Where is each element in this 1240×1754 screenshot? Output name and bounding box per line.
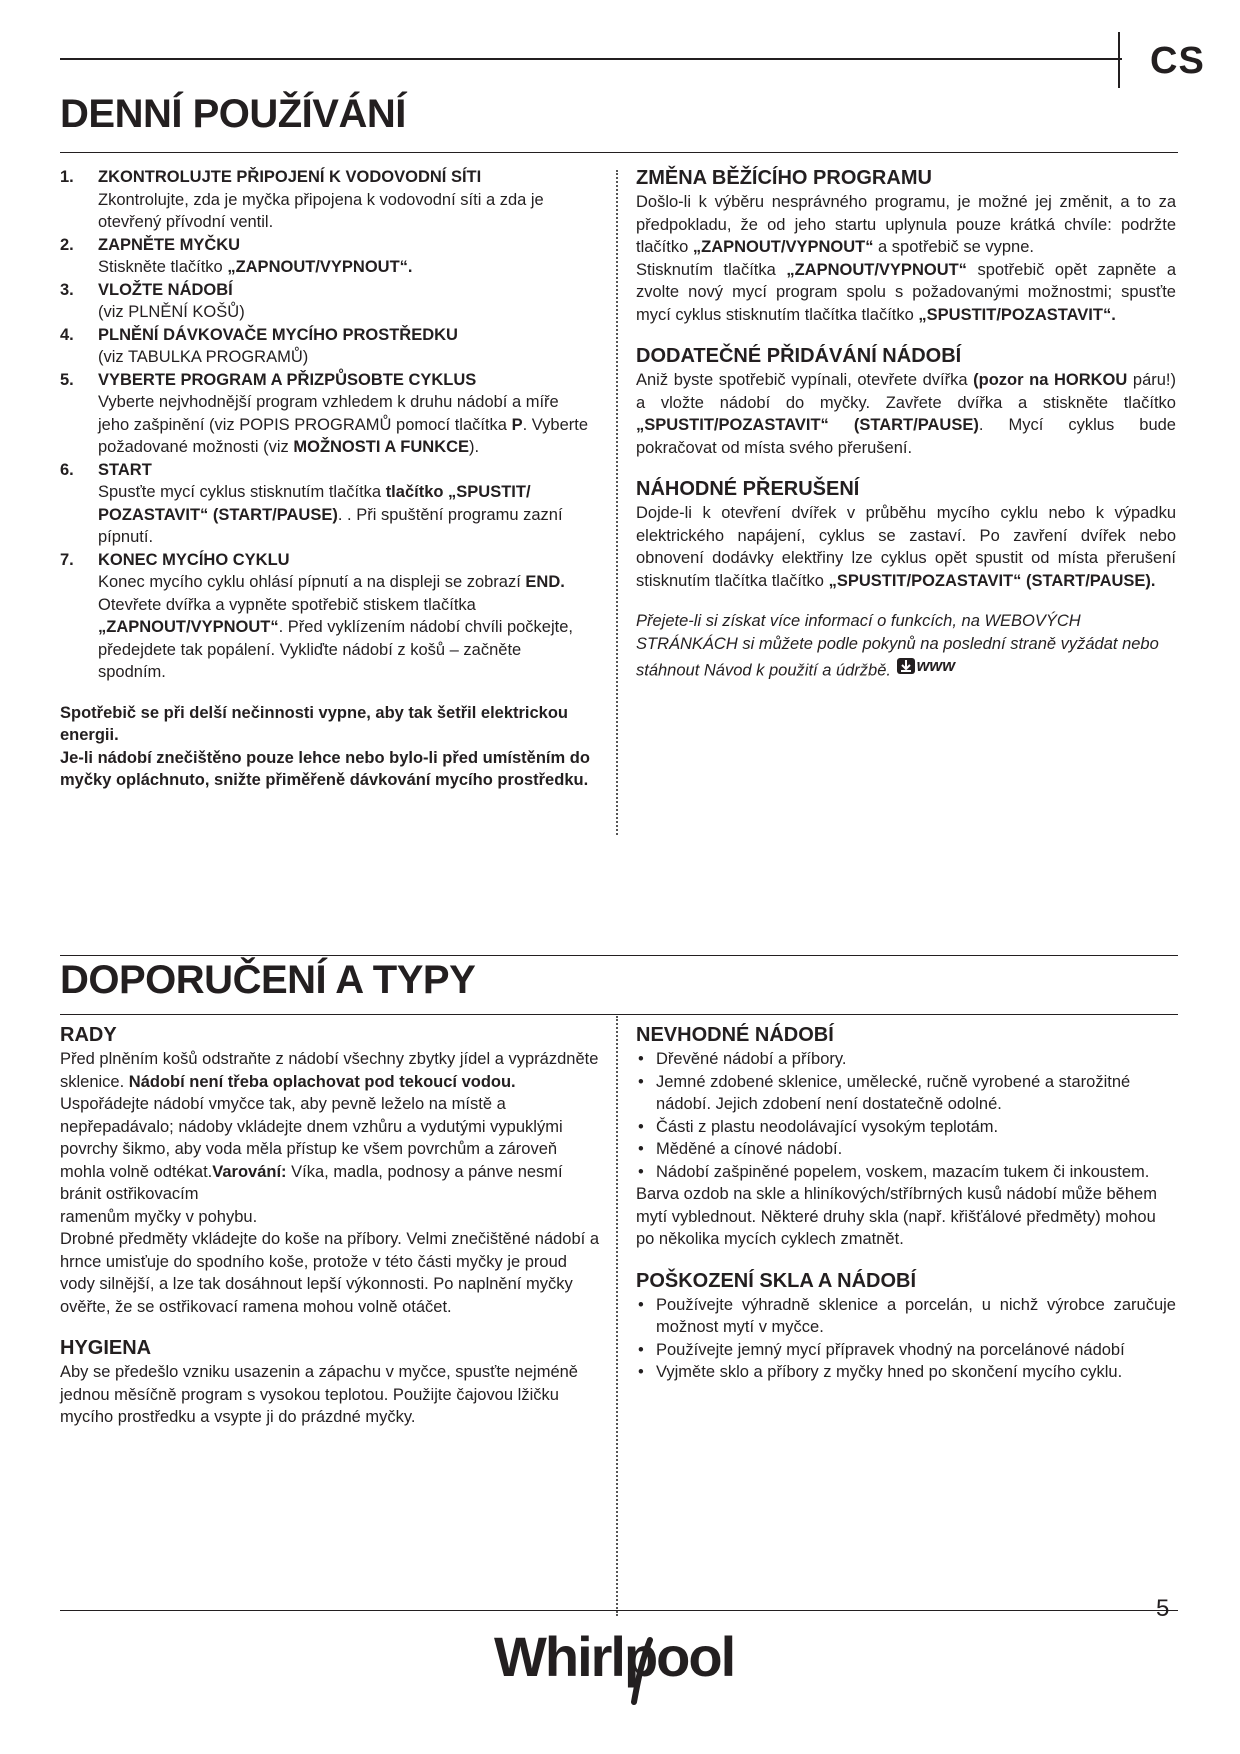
tips-right-column <box>636 1023 1176 1384</box>
top-rule <box>60 58 1122 60</box>
change-program-p2: Stisknutím tlačítka „ZAPNOUT/VYPNOUT“ spotřebič opět zapněte a zvolte nový mycí program spolu s požadovanými možnostmi; spusťte mycí cyklus stisknutím tlačítka tlačítko „SPUSTIT/POZASTAVIT“. <box>636 260 1176 324</box>
unsuitable-item: • Dřevěné nádobí a příbory. <box>638 1050 847 1068</box>
column-divider-2 <box>616 1016 618 1616</box>
web-info-note: Přejete-li si získat více informací o funkcích, na WEBOVÝCH STRÁNKÁCH si můžete podle pokynů na poslední straně vyžádat nebo stáhnout Návod k použití a údržbě. www <box>636 612 1159 680</box>
note-energy: Spotřebič se při delší nečinnosti vypne, aby tak šetřil elektrickou energii. <box>60 703 569 744</box>
column-divider <box>616 170 618 835</box>
step-6: 6. START Spusťte mycí cyklus stisknutím tlačítka tlačítko „SPUSTIT/ POZASTAVIT“ (START/PAUSE). . Při spuštění programu zazní pípnutí. <box>60 460 563 546</box>
damage-heading: POŠKOZENÍ SKLA A NÁDOBÍ <box>636 1269 917 1292</box>
damage-item: • Používejte jemný mycí přípravek vhodný na porcelánové nádobí <box>638 1340 1125 1359</box>
whirlpool-logo <box>492 1620 762 1710</box>
damage-item: • Vyjměte sklo a příbory z myčky hned po skončení mycího cyklu. <box>638 1363 1123 1381</box>
unsuitable-item: • Části z plastu neodolávající vysokým teplotám. <box>638 1117 999 1136</box>
unsuitable-item: • Nádobí zašpiněné popelem, voskem, mazacím tukem či inkoustem. <box>638 1162 1150 1181</box>
unsuitable-item: • Jemné zdobené sklenice, umělecké, ručně vyrobené a starožitné nádobí. Jejich zdobení není dostatečně odolné. <box>638 1072 1131 1113</box>
note-dosage: Je-li nádobí znečištěno pouze lehce nebo bylo-li před umístěním do myčky opláchnuto, snižte přiměřeně dávkování mycího prostředku. <box>60 748 590 789</box>
tips-p2-end: ramenům myčky v pohybu. <box>60 1207 258 1226</box>
tips-p1: Před plněním košů odstraňte z nádobí všechny zbytky jídel a vyprázdněte sklenice. Nádobí není třeba oplachovat pod tekoucí vodou. <box>60 1050 599 1091</box>
unsuitable-after: Barva ozdob na skle a hliníkových/stříbrných kusů nádobí může během mytí vyblednout. Některé druhy skla (např. křišťálové předměty) mohou po několika mycích cyklech zmatnět. <box>636 1185 1157 1248</box>
step-5: 5. VYBERTE PROGRAM A PŘIZPŮSOBTE CYKLUS Vyberte nejvhodnější program vzhledem k druhu nádobí a míře jeho zašpinění (viz POPIS PROGRAMŮ pomocí tlačítka P. Vyberte požadované možnosti (viz MOŽNOSTI A FUNKCE). <box>60 370 589 456</box>
language-code: CS <box>1150 40 1205 82</box>
interruption-heading: NÁHODNÉ PŘERUŠENÍ <box>636 478 860 500</box>
tips-p3: Drobné předměty vkládejte do koše na příbory. Velmi znečištěné nádobí a hrnce umisťuje do spodního koše, protože v této části myčky je proud vody silnější, a lze tak dosáhnout lepší výkonnosti. Po naplnění myčky ověřte, že se ostřikovací ramena mohou volně otáčet. <box>60 1230 600 1316</box>
section1-rule <box>60 152 1178 153</box>
section2-top-rule <box>60 955 1178 956</box>
add-dishes-text: Aniž byste spotřebič vypínali, otevřete dvířka (pozor na HORKOU páru!) a vložte nádobí do myčky. Zavřete dvířka a stiskněte tlačítko „SPUSTIT/POZASTAVIT“ (START/PAUSE). Mycí cyklus bude pokračovat od místa svého přerušení. <box>636 371 1176 457</box>
section2-rule <box>60 1014 1178 1015</box>
tips-left-column <box>60 1023 605 1429</box>
add-dishes-heading: DODATEČNÉ PŘIDÁVÁNÍ NÁDOBÍ <box>636 345 962 367</box>
section-title-daily-use: DENNÍ POUŽÍVÁNÍ <box>60 92 406 136</box>
footer-rule <box>60 1610 1178 1611</box>
daily-use-left-column <box>60 166 605 792</box>
hygiene-heading: HYGIENA <box>60 1337 152 1359</box>
page-number: 5 <box>1156 1595 1170 1622</box>
step-3: 3. VLOŽTE NÁDOBÍ (viz PLNĚNÍ KOŠŮ) <box>60 280 245 321</box>
section-title-tips: DOPORUČENÍ A TYPY <box>60 958 476 1002</box>
step-4: 4. PLNĚNÍ DÁVKOVAČE MYCÍHO PROSTŘEDKU (viz TABULKA PROGRAMŮ) <box>60 325 458 366</box>
web-download-badge: www <box>896 655 956 678</box>
daily-use-right-column <box>636 166 1176 682</box>
tips-p2: Uspořádejte nádobí vmyčce tak, aby pevně leželo na místě a nepřepadávalo; nádoby vkládejte dnem vzhůru a vydutými vypuklými povrchy šikmo, aby voda měla přístup ke všem povrchům a zároveň mohla volně odtékat.Varování: Víka, madla, podnosy a pánve nesmí bránit ostřikovacím <box>60 1095 563 1203</box>
step-7: 7. KONEC MYCÍHO CYKLU Konec mycího cyklu ohlásí pípnutí a na displeji se zobrazí END. Otevřete dvířka a vypněte spotřebič stiskem tlačítka „ZAPNOUT/VYPNOUT“. Před vyklízením nádobí chvíli počkejte, předejdete tak popálení. Vykliďte nádobí z košů – začněte spodním. <box>60 550 573 681</box>
change-program-heading: ZMĚNA BĚŽÍCÍHO PROGRAMU <box>636 167 932 189</box>
svg-text:Whirlpool: Whirlpool <box>494 1625 735 1688</box>
header-divider <box>1118 32 1120 88</box>
tips-heading: RADY <box>60 1024 117 1046</box>
download-icon <box>896 657 916 675</box>
step-1: 1. ZKONTROLUJTE PŘIPOJENÍ K VODOVODNÍ SÍTI Zkontrolujte, zda je myčka připojena k vodovodní síti a zda je otevřený přívodní ventil. <box>60 168 544 231</box>
damage-item: • Používejte výhradně sklenice a porcelán, u nichž výrobce zaručuje možnost mytí v myčce. <box>638 1295 1176 1336</box>
change-program-p1: Došlo-li k výběru nesprávného programu, je možné jej změnit, a to za předpokladu, že od jeho startu uplynula pouze krátká chvíle: podržte tlačítko „ZAPNOUT/VYPNOUT“ a spotřebič se vypne. <box>636 193 1176 256</box>
unsuitable-heading: NEVHODNÉ NÁDOBÍ <box>636 1024 834 1046</box>
hygiene-text: Aby se předešlo vzniku usazenin a zápachu v myčce, spusťte nejméně jednou měsíčně program s vysokou teplotou. Použijte čajovou lžičku mycího prostředku a vsypte ji do prázdné myčky. <box>60 1363 578 1426</box>
interruption-text: Dojde-li k otevření dvířek v průběhu mycího cyklu nebo k výpadku elektrického napájení, cyklus se zastaví. Po zavření dvířek nebo obnovení dodávky elektřiny lze cyklus opět spustit od místa přerušení stisknutím tlačítka tlačítko „SPUSTIT/POZASTAVIT“ (START/PAUSE). <box>636 504 1176 590</box>
step-2: 2. ZAPNĚTE MYČKU Stiskněte tlačítko „ZAPNOUT/VYPNOUT“. <box>60 235 413 276</box>
unsuitable-item: • Měděné a cínové nádobí. <box>638 1140 843 1158</box>
